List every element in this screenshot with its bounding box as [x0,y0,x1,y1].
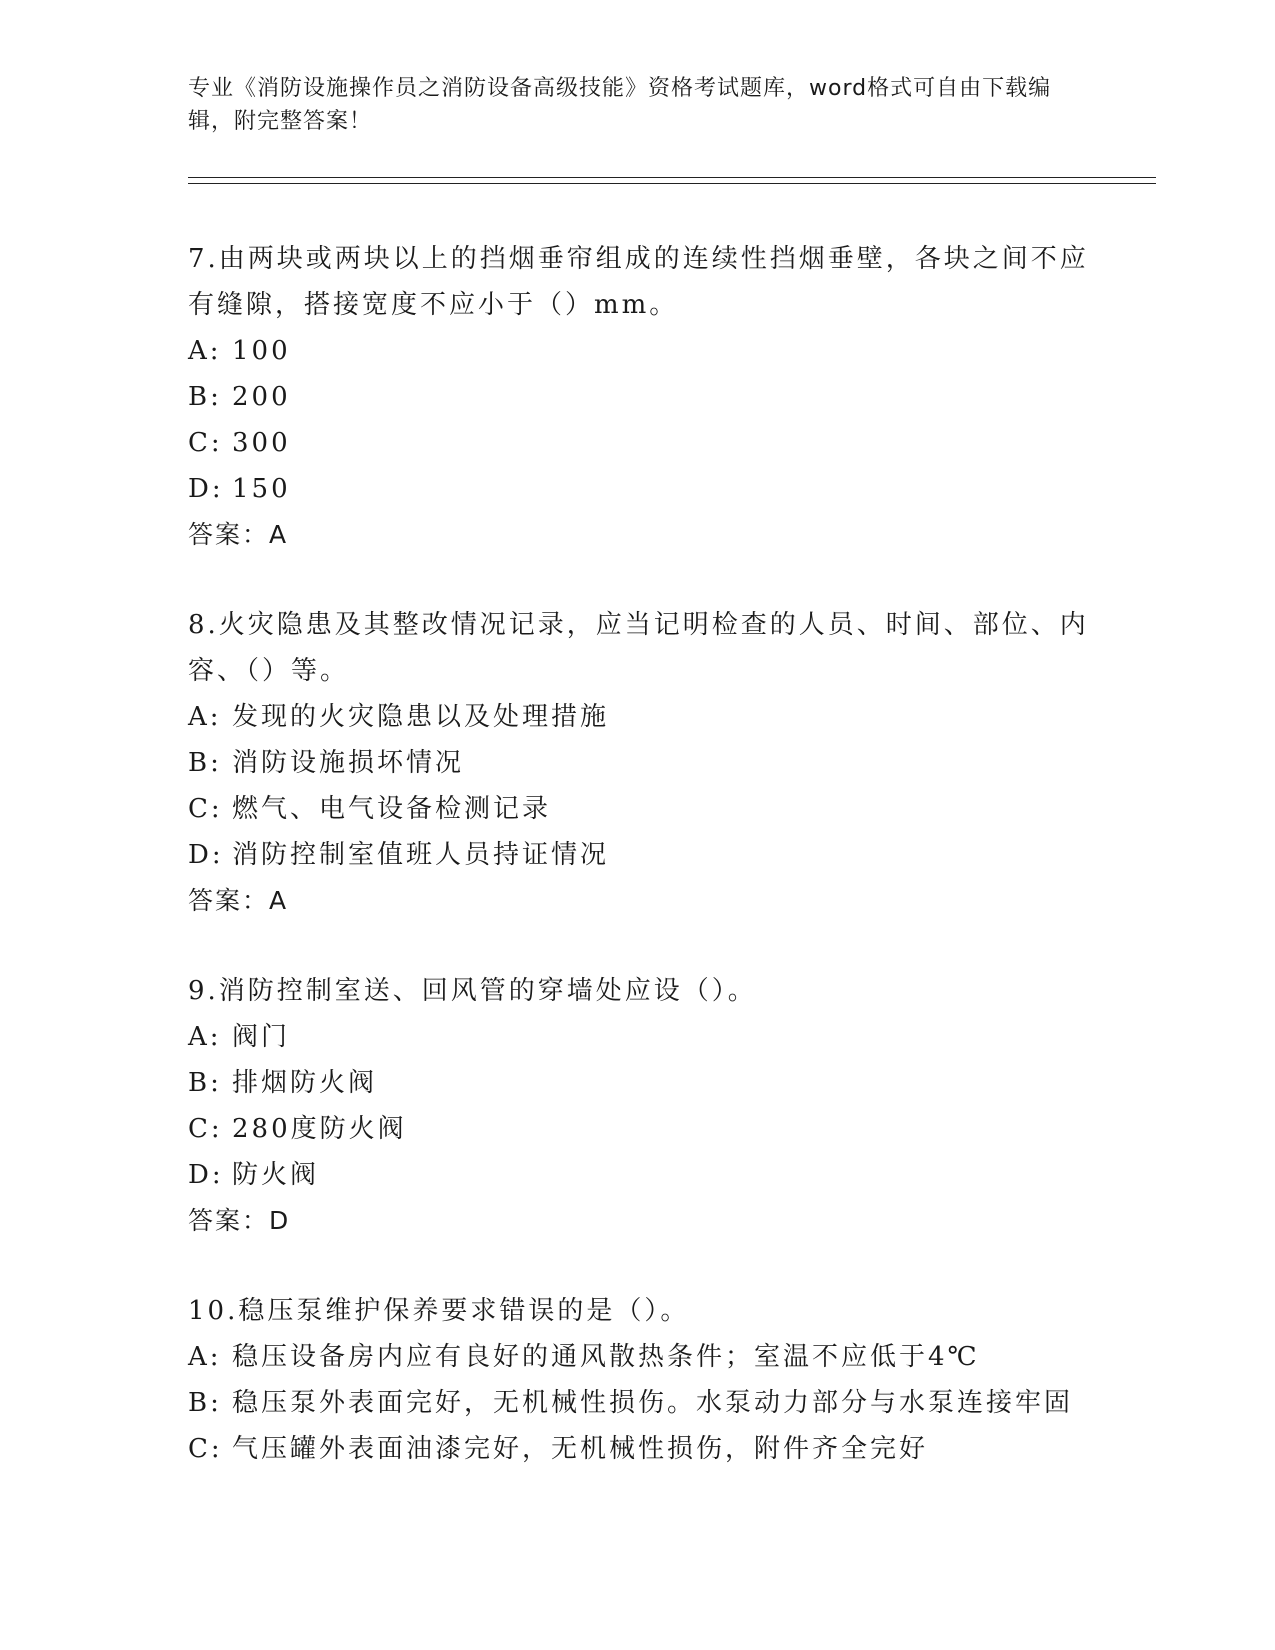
option-letter: C: [188,794,223,824]
option-letter: B: [188,748,222,778]
question-text: 8.火灾隐患及其整改情况记录，应当记明检查的人员、时间、部位、内容、（）等。 [188,610,1089,686]
option-letter: C: [188,1114,223,1144]
option-text: 200 [232,382,291,412]
option-d [188,1152,1108,1198]
option-letter: C: [188,428,223,458]
option-b [188,740,1108,786]
answer-line: 答案：A [188,520,289,549]
question-text: 7.由两块或两块以上的挡烟垂帘组成的连续性挡烟垂壁，各块之间不应有缝隙，搭接宽度不应小于（）mm。 [188,244,1089,320]
option-letter: D: [188,474,224,504]
option-letter: B: [188,382,222,412]
option-a [188,1014,1108,1060]
option-c [188,420,1108,466]
option-text: 稳压泵外表面完好，无机械性损伤。水泵动力部分与水泵连接牢固 [232,1388,1074,1418]
question-list [188,236,1108,1472]
question-8 [188,602,1108,924]
option-letter: A: [188,1022,222,1052]
option-b [188,374,1108,420]
question-10 [188,1288,1108,1472]
question-9 [188,968,1108,1244]
option-c [188,786,1108,832]
option-text: 燃气、电气设备检测记录 [232,794,552,824]
option-letter: B: [188,1388,222,1418]
option-text: 300 [232,428,291,458]
option-d [188,832,1108,878]
option-text: 稳压设备房内应有良好的通风散热条件；室温不应低于4℃ [232,1342,980,1372]
document-header [188,72,1068,138]
question-7 [188,236,1108,558]
option-a [188,328,1108,374]
option-c [188,1106,1108,1152]
option-text: 防火阀 [232,1160,320,1190]
header-text: 专业《消防设施操作员之消防设备高级技能》资格考试题库，word格式可自由下载编辑，附完整答案！ [188,76,1052,134]
option-b [188,1380,1108,1426]
header-divider-top [188,177,1156,178]
option-text: 阀门 [232,1022,291,1052]
answer-line: 答案：A [188,886,289,915]
option-letter: A: [188,702,222,732]
option-letter: D: [188,1160,224,1190]
option-text: 100 [232,336,291,366]
question-text: 9.消防控制室送、回风管的穿墙处应设（）。 [188,976,757,1006]
option-letter: A: [188,336,222,366]
option-text: 150 [232,474,291,504]
option-a [188,694,1108,740]
question-text: 10.稳压泵维护保养要求错误的是（）。 [188,1296,690,1326]
option-letter: D: [188,840,224,870]
answer-line: 答案：D [188,1206,291,1235]
option-letter: B: [188,1068,222,1098]
option-c [188,1426,1108,1472]
option-text: 气压罐外表面油漆完好，无机械性损伤，附件齐全完好 [232,1434,929,1464]
option-d [188,466,1108,512]
header-divider-bottom [188,183,1156,184]
option-text: 消防控制室值班人员持证情况 [232,840,610,870]
option-a [188,1334,1108,1380]
option-letter: C: [188,1434,223,1464]
option-b [188,1060,1108,1106]
option-text: 发现的火灾隐患以及处理措施 [232,702,610,732]
option-text: 消防设施损坏情况 [232,748,465,778]
option-text: 280度防火阀 [232,1114,407,1144]
option-text: 排烟防火阀 [232,1068,378,1098]
option-letter: A: [188,1342,222,1372]
